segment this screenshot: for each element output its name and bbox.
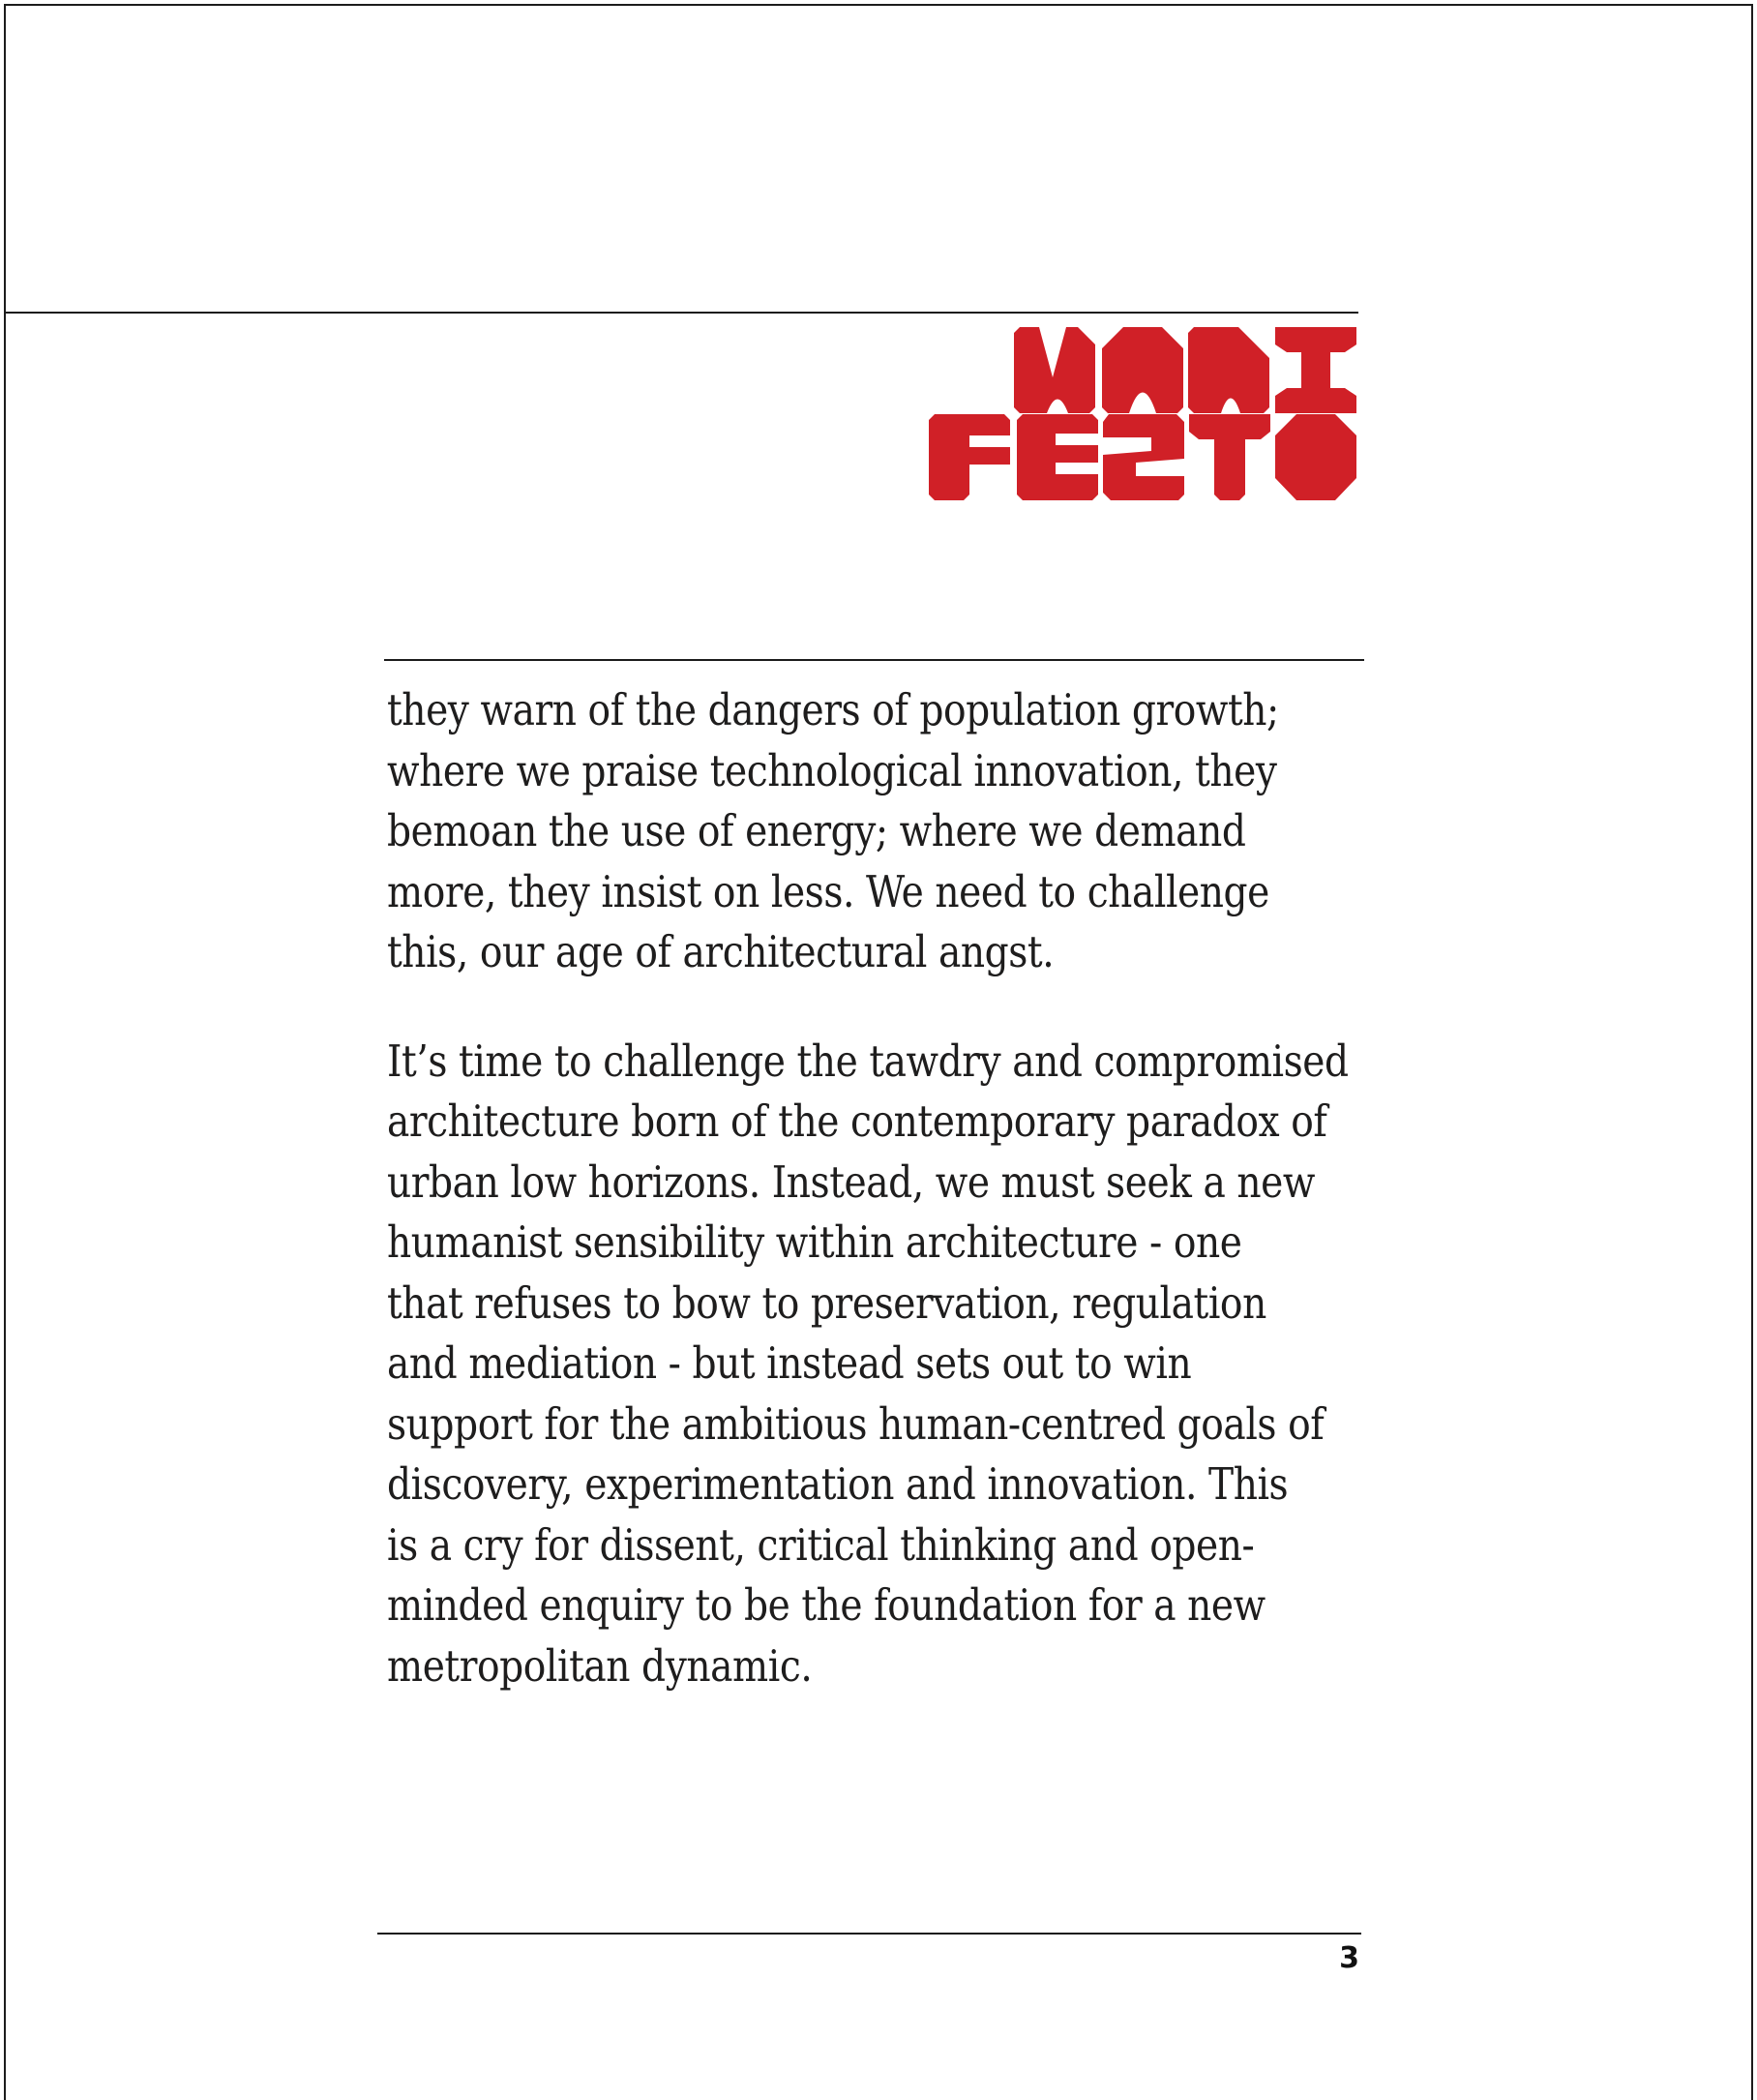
logo-letter-i xyxy=(1275,327,1356,413)
logo-letter-s xyxy=(1103,414,1184,500)
logo-letter-t xyxy=(1189,414,1270,500)
header-rule xyxy=(4,312,1358,314)
text-line: and mediation - but instead sets out to win xyxy=(387,1337,1192,1389)
footer-rule xyxy=(377,1933,1361,1935)
logo-letter-e xyxy=(1017,414,1098,500)
logo-row-mani xyxy=(1014,327,1356,413)
text-line: metropolitan dynamic. xyxy=(387,1639,813,1692)
text-line: minded enquiry to be the foundation for a new xyxy=(387,1579,1266,1631)
text-line: humanist sensibility within architecture - one xyxy=(387,1216,1242,1268)
page-number: 3 xyxy=(1339,1941,1359,1975)
logo-letter-n xyxy=(1188,327,1269,413)
logo-letter-m xyxy=(1014,327,1095,413)
logo-letter-o xyxy=(1275,414,1356,500)
text-line: support for the ambitious human-centred goals of xyxy=(387,1397,1325,1450)
text-line: It’s time to challenge the tawdry and compromised xyxy=(387,1035,1349,1087)
body-text xyxy=(387,680,1363,1696)
text-line: that refuses to bow to preservation, regulation xyxy=(387,1276,1266,1329)
text-line: is a cry for dissent, critical thinking and open- xyxy=(387,1518,1255,1571)
text-line: this, our age of architectural angst. xyxy=(387,926,1055,977)
text-top-rule xyxy=(384,659,1364,661)
manifesto-logo xyxy=(929,327,1360,500)
text-line: they warn of the dangers of population growth; xyxy=(387,684,1279,735)
text-line: discovery, experimentation and innovation. This xyxy=(387,1458,1289,1510)
text-line: more, they insist on less. We need to challenge xyxy=(387,865,1269,917)
paragraph-1 xyxy=(387,680,1363,983)
text-line: bemoan the use of energy; where we demand xyxy=(387,805,1246,856)
paragraph-2 xyxy=(387,1032,1363,1697)
logo-row-festo xyxy=(929,414,1356,500)
text-line: where we praise technological innovation, they xyxy=(387,744,1277,796)
manifesto-logo-graphic xyxy=(929,327,1360,500)
text-line: urban low horizons. Instead, we must seek a new xyxy=(387,1155,1315,1208)
logo-letter-a xyxy=(1102,327,1183,413)
logo-letter-f xyxy=(929,414,1010,500)
text-line: architecture born of the contemporary paradox of xyxy=(387,1095,1327,1147)
